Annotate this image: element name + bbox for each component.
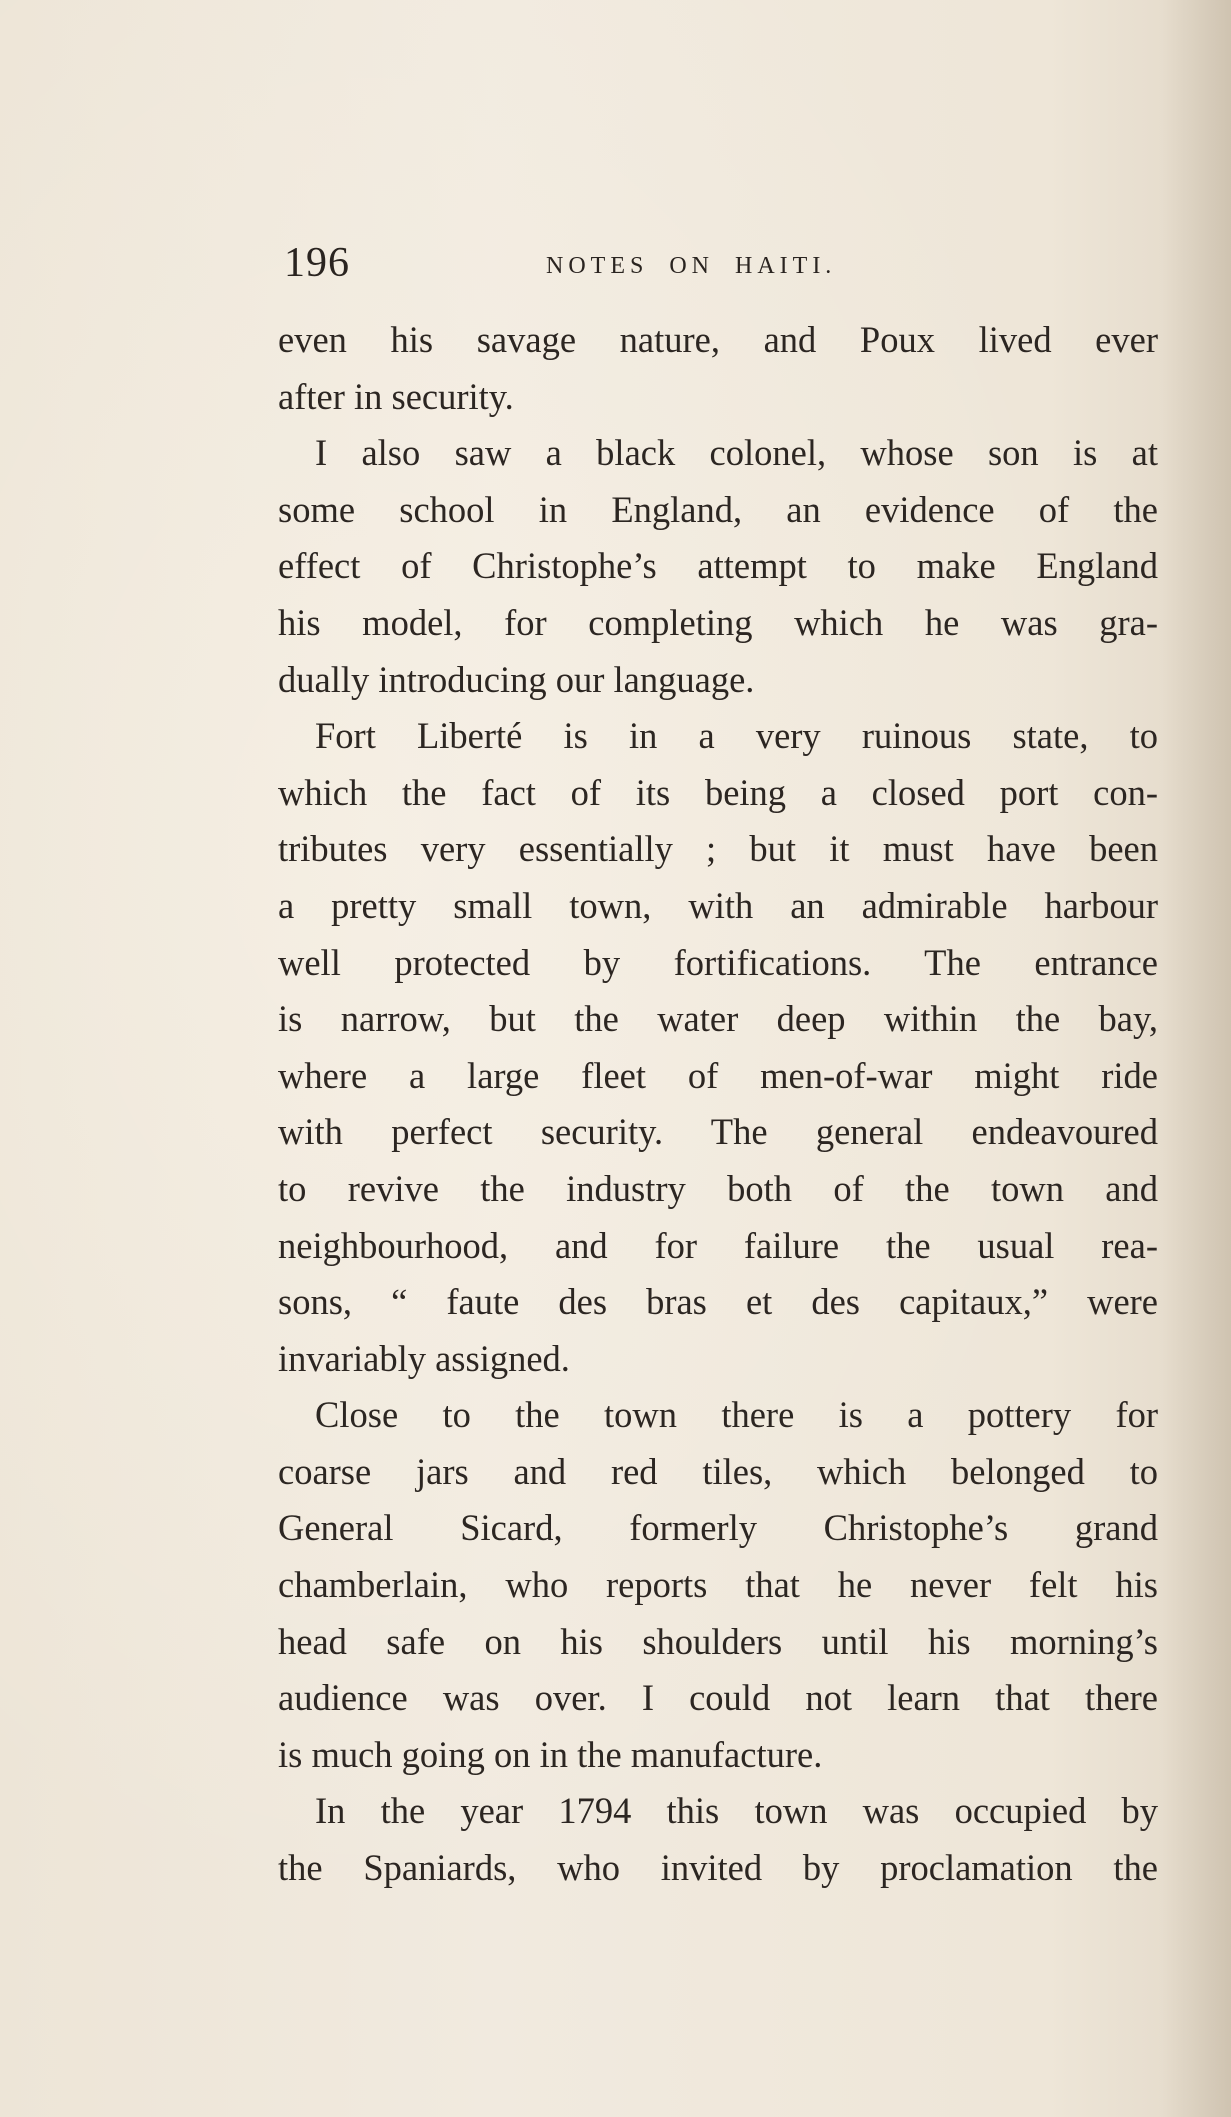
running-title: NOTES ON HAITI. <box>546 253 837 279</box>
page-header <box>284 238 1154 288</box>
text-line: invariably assigned. <box>278 1337 570 1379</box>
text-line: a pretty small town, with an admirable harbour <box>278 884 1158 926</box>
text-line: sons, “ faute des bras et des capitaux,” were <box>278 1281 1158 1323</box>
body-text <box>278 312 1158 1897</box>
text-line: head safe on his shoulders until his morning’s <box>278 1620 1158 1662</box>
text-line: is narrow, but the water deep within the bay, <box>278 998 1158 1040</box>
text-line: coarse jars and red tiles, which belonged to <box>278 1450 1158 1492</box>
text-line: to revive the industry both of the town and <box>278 1167 1158 1209</box>
text-line: effect of Christophe’s attempt to make England <box>278 545 1158 587</box>
text-line: is much going on in the manufacture. <box>278 1733 823 1775</box>
paragraph-3 <box>278 708 1158 1387</box>
paragraph-2 <box>278 425 1158 708</box>
text-line: Fort Liberté is in a very ruinous state, to <box>315 715 1158 757</box>
text-line: after in security. <box>278 375 514 417</box>
text-line: tributes very essentially ; but it must have been <box>278 828 1158 870</box>
text-line: some school in England, an evidence of the <box>278 488 1158 530</box>
paragraph-4 <box>278 1387 1158 1783</box>
page-number: 196 <box>284 240 350 286</box>
page-edge-shadow <box>1161 0 1231 2117</box>
text-line: audience was over. I could not learn that there <box>278 1677 1158 1719</box>
text-line: General Sicard, formerly Christophe’s grand <box>278 1507 1158 1549</box>
text-line: the Spaniards, who invited by proclamation the <box>278 1847 1158 1889</box>
text-line: neighbourhood, and for failure the usual rea- <box>278 1224 1158 1266</box>
text-line: dually introducing our language. <box>278 658 755 700</box>
paragraph-5 <box>278 1783 1158 1896</box>
text-line: which the fact of its being a closed port con- <box>278 771 1158 813</box>
text-line: chamberlain, who reports that he never felt his <box>278 1564 1158 1606</box>
paragraph-1 <box>278 312 1158 425</box>
text-line: Close to the town there is a pottery for <box>315 1394 1158 1436</box>
text-line: with perfect security. The general endeavoured <box>278 1111 1158 1153</box>
text-line: his model, for completing which he was gra- <box>278 601 1158 643</box>
text-line: In the year 1794 this town was occupied by <box>315 1790 1158 1832</box>
text-line: where a large fleet of men-of-war might ride <box>278 1054 1158 1096</box>
text-line: I also saw a black colonel, whose son is at <box>315 432 1158 474</box>
text-line: even his savage nature, and Poux lived ever <box>278 319 1158 360</box>
text-line: well protected by fortifications. The entrance <box>278 941 1158 983</box>
